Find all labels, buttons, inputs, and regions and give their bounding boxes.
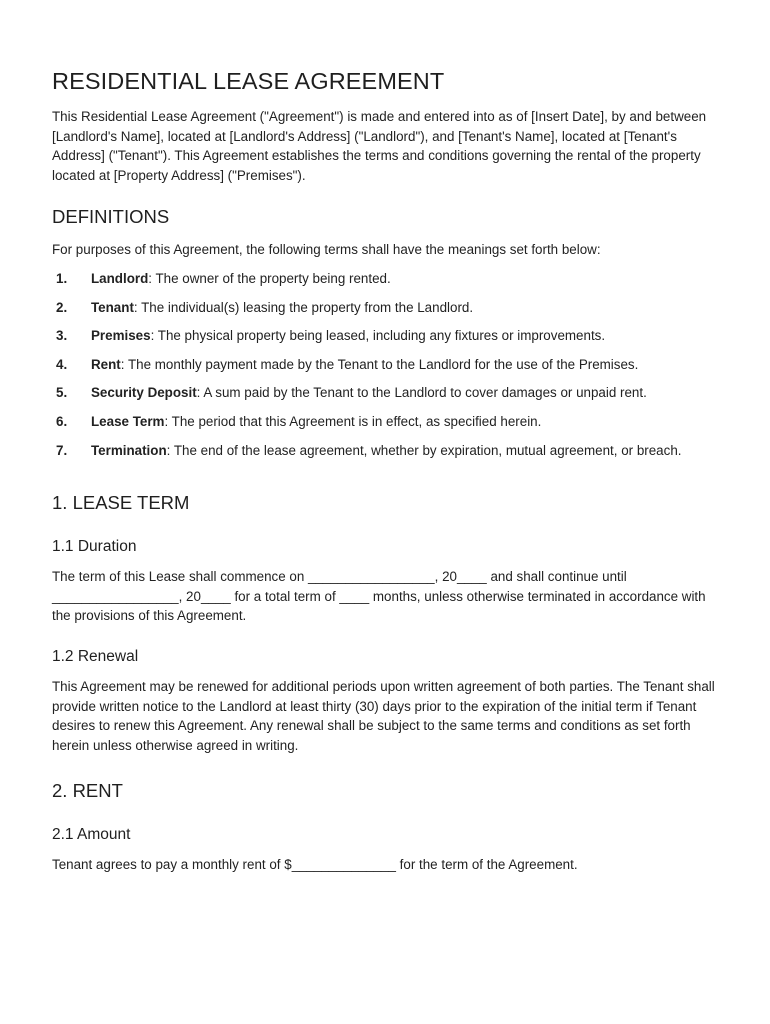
- definition-text: : The owner of the property being rented.: [148, 270, 391, 286]
- definition-number: 4.: [56, 356, 68, 372]
- definition-number: 2.: [56, 299, 68, 315]
- duration-heading: 1.1 Duration: [52, 538, 137, 556]
- amount-paragraph: Tenant agrees to pay a monthly rent of $______________ for the term of the Agreement.: [52, 857, 578, 873]
- definition-term: Landlord: [91, 270, 149, 286]
- lease-term-heading: 1. LEASE TERM: [52, 492, 190, 514]
- duration-paragraph: The term of this Lease shall commence on _________________, 20____ and shall continue until _________________, 20____ for a total term of ____ months, unless otherwise terminated in accordance with the provisions of this Agreement.: [52, 569, 706, 624]
- definitions-heading: DEFINITIONS: [52, 206, 170, 228]
- definition-number: 5.: [56, 385, 68, 401]
- definition-item-security-deposit: [52, 383, 720, 403]
- definition-number: 6.: [56, 413, 68, 429]
- definition-item-rent: [52, 355, 720, 375]
- definition-term: Premises: [91, 328, 151, 344]
- definition-term: Lease Term: [91, 413, 165, 429]
- definition-term: Termination: [91, 442, 167, 458]
- definition-item-landlord: [52, 269, 720, 289]
- definition-item-termination: [52, 441, 720, 461]
- definition-text: : The period that this Agreement is in effect, as specified herein.: [164, 413, 542, 429]
- renewal-paragraph: This Agreement may be renewed for additional periods upon written agreement of both parties. The Tenant shall provide written notice to the Landlord at least thirty (30) days prior to the expiration of the initial term if Tenant desires to renew this Agreement. Any renewal shall be subject to the same terms and conditions as set forth herein unless otherwise agreed in writing.: [52, 678, 715, 753]
- rent-heading: 2. RENT: [52, 780, 123, 802]
- definition-item-premises: [52, 326, 720, 346]
- definition-text: : A sum paid by the Tenant to the Landlord to cover damages or unpaid rent.: [196, 385, 647, 401]
- definition-number: 3.: [56, 328, 68, 344]
- definition-number: 7.: [56, 442, 68, 458]
- definition-term: Tenant: [91, 299, 134, 315]
- document-title: RESIDENTIAL LEASE AGREEMENT: [52, 68, 445, 94]
- definition-text: : The physical property being leased, including any fixtures or improvements.: [150, 328, 606, 344]
- definition-text: : The end of the lease agreement, whether by expiration, mutual agreement, or breach.: [166, 442, 682, 458]
- renewal-heading: 1.2 Renewal: [52, 647, 139, 665]
- definition-number: 1.: [56, 270, 68, 286]
- definition-term: Rent: [91, 356, 121, 372]
- definition-text: : The individual(s) leasing the property from the Landlord.: [133, 299, 474, 315]
- definition-term: Security Deposit: [91, 385, 197, 401]
- definitions-intro: For purposes of this Agreement, the following terms shall have the meanings set forth below:: [52, 242, 601, 258]
- definition-item-lease-term: [52, 412, 720, 432]
- definition-text: : The monthly payment made by the Tenant to the Landlord for the use of the Premises.: [120, 356, 639, 372]
- definition-item-tenant: [52, 298, 720, 318]
- definitions-list: [52, 269, 720, 460]
- intro-paragraph: This Residential Lease Agreement ("Agreement") is made and entered into as of [Insert Date], by and between [Landlord's Name], located at [Landlord's Address] ("Landlord"), and [Tenant's Name], located at [Tenant's Address] ("Tenant"). This Agreement establishes the terms and conditions governing the rental of the property located at [Property Address] ("Premises").: [52, 109, 707, 183]
- amount-heading: 2.1 Amount: [52, 826, 131, 844]
